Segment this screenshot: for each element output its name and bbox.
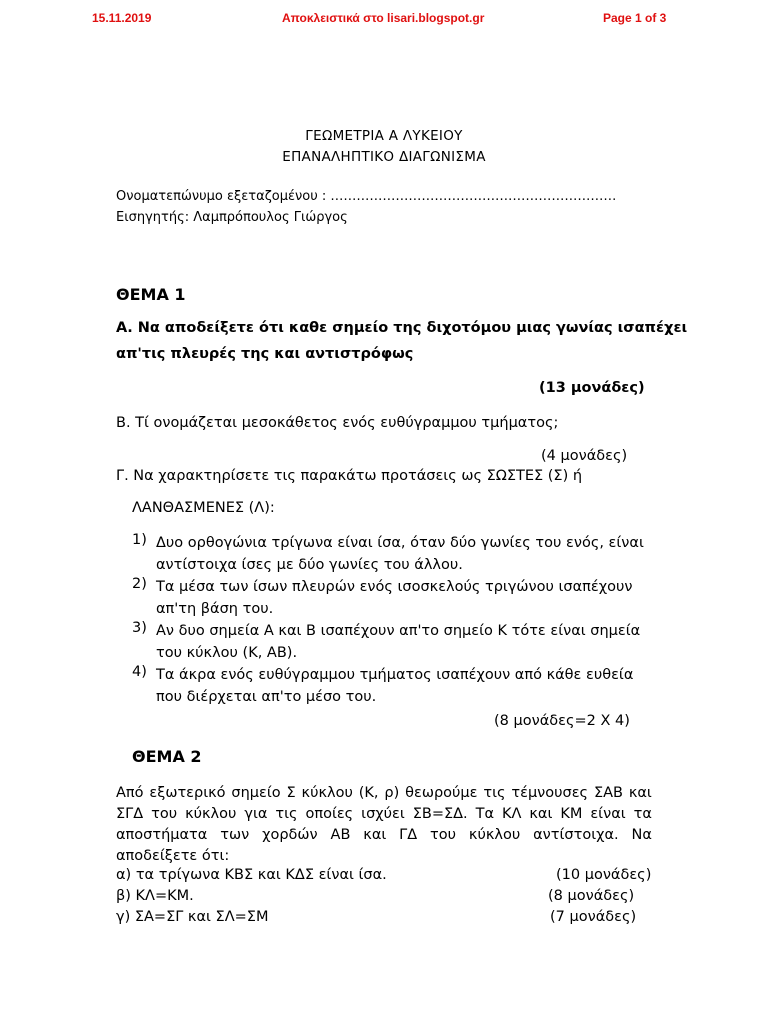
- paragraph-word: ισχύει: [361, 806, 405, 822]
- item-number: 2): [132, 576, 147, 592]
- paragraph-word: των: [220, 827, 250, 843]
- item-line: Αν δυο σημεία Α και Β ισαπέχουν απ'το σημείο Κ τότε είναι σημεία: [156, 623, 641, 639]
- paragraph-word: κύκλου: [301, 785, 353, 801]
- subquestion-alpha: α) τα τρίγωνα ΚΒΣ και ΚΔΣ είναι ίσα.: [116, 867, 387, 883]
- item-number: 1): [132, 532, 147, 548]
- paragraph-word: ΑΒ: [330, 827, 351, 843]
- thema2-heading: ΘΕΜΑ 2: [132, 747, 202, 766]
- item-line: Τα μέσα των ίσων πλευρών ενός ισοσκελούς τριγώνου ισαπέχουν: [156, 579, 633, 595]
- paragraph-word: εξωτερικό: [149, 785, 226, 801]
- paragraph-word: αντίστοιχα.: [533, 827, 619, 843]
- paragraph-word: ΣΑΒ: [593, 785, 623, 801]
- question-b-points: (4 μονάδες): [541, 448, 628, 464]
- paragraph-word: χορδών: [262, 827, 318, 843]
- item-line: που διέρχεται απ'το μέσο του.: [156, 689, 377, 705]
- item-line: Δυο ορθογώνια τρίγωνα είναι ίσα, όταν δύο γωνίες του ενός, είναι: [156, 535, 644, 551]
- paragraph-line-3: [116, 825, 652, 846]
- student-name-line: Ονοματεπώνυμο εξεταζομένου : …………………………………………………………: [116, 189, 617, 204]
- exam-subject-title: ΓΕΩΜΕΤΡΙΑ Α ΛΥΚΕΙΟΥ: [305, 128, 463, 144]
- item-number: 3): [132, 620, 147, 636]
- paragraph-word: Τα: [475, 806, 495, 822]
- paragraph-word: οποίες: [305, 806, 354, 822]
- paragraph-word: σημείο: [231, 785, 281, 801]
- paragraph-word: ρ): [384, 785, 400, 801]
- thema2-paragraph: [116, 783, 652, 867]
- paragraph-word: τα: [633, 806, 652, 822]
- list-item: [132, 532, 652, 576]
- paragraph-word: κύκλου: [468, 827, 521, 843]
- paragraph-word: τέμνουσες: [511, 785, 589, 801]
- paragraph-word: και: [529, 806, 553, 822]
- question-c-line2: ΛΑΝΘΑΣΜΕΝΕΣ (Λ):: [132, 500, 275, 516]
- question-b-text: Β. Τί ονομάζεται μεσοκάθετος ενός ευθύγραμμου τμήματος;: [116, 415, 559, 431]
- paragraph-word: ΣΓΔ: [116, 806, 144, 822]
- list-item: [132, 576, 652, 620]
- item-line: αντίστοιχα ίσες με δύο γωνίες του άλλου.: [156, 557, 463, 573]
- header-page-number: Page 1 of 3: [603, 11, 667, 25]
- list-item: [132, 664, 652, 708]
- header-site-link[interactable]: Αποκλειστικά στο lisari.blogspot.gr: [282, 11, 485, 25]
- paragraph-line-1: [116, 783, 652, 804]
- question-a-line2: απ'τις πλευρές της και αντιστρόφως: [116, 346, 414, 362]
- paragraph-word: κύκλου: [185, 806, 237, 822]
- paragraph-word: Σ: [286, 785, 296, 801]
- subquestion-beta-points: (8 μονάδες): [548, 888, 635, 904]
- question-c-points: (8 μονάδες=2 Χ 4): [494, 713, 630, 729]
- true-false-statements: [132, 532, 652, 708]
- list-item: [132, 620, 652, 664]
- item-number: 4): [132, 664, 147, 680]
- exam-type-title: ΕΠΑΝΑΛΗΠΤΙΚΟ ΔΙΑΓΩΝΙΣΜΑ: [282, 149, 486, 165]
- paragraph-word: (Κ,: [358, 785, 379, 801]
- paragraph-word: και: [363, 827, 387, 843]
- question-a-line1: Α. Να αποδείξετε ότι καθε σημείο της διχοτόμου μιας γωνίας ισαπέχει: [116, 320, 688, 336]
- subquestion-gamma-points: (7 μονάδες): [550, 909, 637, 925]
- question-c-line1: Γ. Να χαρακτηρίσετε τις παρακάτω προτάσεις ως ΣΩΣΤΕΣ (Σ) ή: [116, 468, 583, 484]
- subquestion-alpha-points: (10 μονάδες): [556, 867, 652, 883]
- header-date: 15.11.2019: [92, 11, 152, 25]
- paragraph-word: ΚΜ: [560, 806, 583, 822]
- paragraph-word: ΚΛ: [502, 806, 522, 822]
- paragraph-word: του: [151, 806, 178, 822]
- paragraph-word: ΣΒ=ΣΔ.: [412, 806, 468, 822]
- paragraph-line-2: [116, 804, 652, 825]
- item-line: απ'τη βάση του.: [156, 601, 274, 617]
- subquestion-beta: β) ΚΛ=ΚΜ.: [116, 888, 194, 904]
- paragraph-word: θεωρούμε: [405, 785, 478, 801]
- paragraph-line-4: αποδείξετε ότι:: [116, 848, 230, 864]
- paragraph-word: Να: [631, 827, 652, 843]
- paragraph-word: αποστήματα: [116, 827, 208, 843]
- paragraph-word: είναι: [590, 806, 626, 822]
- item-line: Τα άκρα ενός ευθύγραμμου τμήματος ισαπέχουν από κάθε ευθεία: [156, 667, 634, 683]
- paragraph-word: τις: [275, 806, 298, 822]
- paragraph-word: για: [244, 806, 268, 822]
- paragraph-word: Από: [116, 785, 144, 801]
- paragraph-word: τις: [483, 785, 506, 801]
- question-a-points: (13 μονάδες): [539, 380, 645, 396]
- paragraph-word: και: [628, 785, 652, 801]
- paragraph-word: του: [430, 827, 457, 843]
- item-line: του κύκλου (Κ, ΑΒ).: [156, 645, 298, 661]
- subquestion-gamma: γ) ΣΑ=ΣΓ και ΣΛ=ΣΜ: [116, 909, 269, 925]
- teacher-line: Εισηγητής: Λαμπρόπουλος Γιώργος: [116, 210, 348, 225]
- paragraph-word: ΓΔ: [399, 827, 418, 843]
- thema1-heading: ΘΕΜΑ 1: [116, 285, 186, 304]
